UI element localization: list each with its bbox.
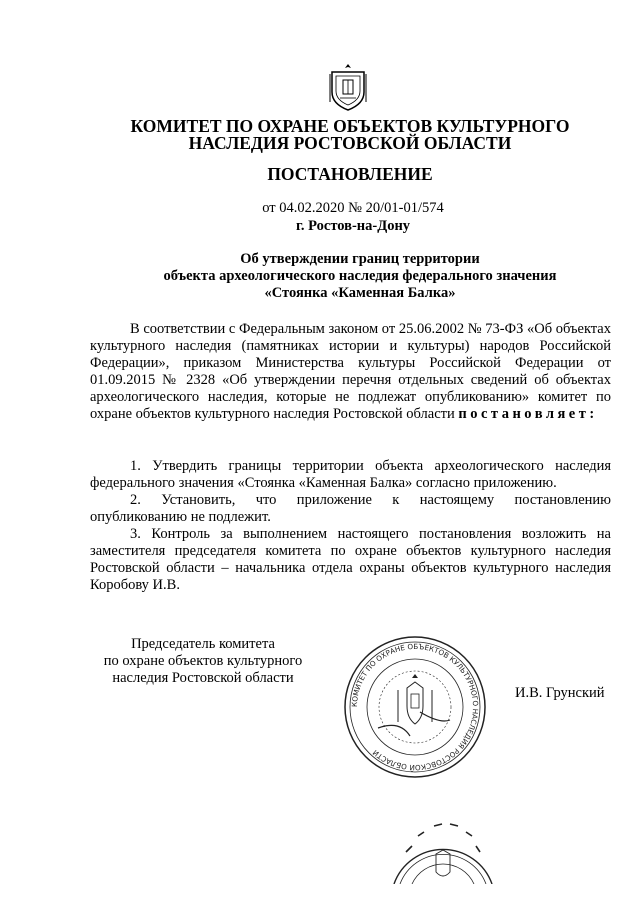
resolution-item-2: 2. Установить, что приложение к настоящему постановлению опубликованию не подлежит. — [90, 492, 611, 525]
subject-line1: Об утверждении границ территории — [240, 251, 480, 267]
signer-title-line1: Председатель комитета — [131, 636, 275, 652]
signer-title-line2: по охране объектов культурного — [103, 653, 303, 669]
resolution-items — [90, 458, 611, 594]
resolution-item-1: 1. Утвердить границы территории объекта археологического наследия федерального значения «Стоянка «Каменная Балка» согласно приложению. — [90, 458, 611, 491]
coat-of-arms-icon — [328, 62, 368, 112]
organization-title-line2: НАСЛЕДИЯ РОСТОВСКОЙ ОБЛАСТИ — [188, 133, 512, 153]
seal-text: КОМИТЕТ ПО ОХРАНЕ ОБЪЕКТОВ КУЛЬТУРНОГО НАСЛЕДИЯ РОСТОВСКОЙ ОБЛАСТИ — [349, 641, 481, 773]
document-subject — [120, 251, 600, 302]
official-seal-partial-icon — [388, 792, 498, 884]
organization-title — [100, 118, 600, 152]
preamble-verb: постановляет: — [458, 406, 598, 422]
subject-line2: объекта археологического наследия федерального значения — [163, 268, 557, 284]
signer-name: И.В. Грунский — [515, 685, 605, 701]
official-seal-icon — [340, 632, 490, 782]
document-type: ПОСТАНОВЛЕНИЕ — [267, 164, 433, 184]
signer-title-line3: наследия Ростовской области — [112, 670, 294, 686]
preamble — [90, 321, 611, 423]
subject-line3: «Стоянка «Каменная Балка» — [264, 285, 456, 301]
document-city: г. Ростов-на-Дону — [295, 218, 411, 234]
preamble-text: В соответствии с Федеральным законом от 25.06.2002 № 73-ФЗ «Об объектах культурного наследия (памятниках истории и культуры) народов Российской Федерации», приказом Министерства культуры Российской Федерации от 01.09.2015 № 2328 «Об утверждении перечня отдельных сведений об объектах археологического наследия, которые не подлежат опубликованию» комитет по охране объектов культурного наследия Ростовской области — [90, 321, 611, 422]
organization-title-line1: КОМИТЕТ ПО ОХРАНЕ ОБЪЕКТОВ КУЛЬТУРНОГО — [130, 116, 570, 136]
resolution-item-3: 3. Контроль за выполнением настоящего постановления возложить на заместителя председателя комитета по охране объектов культурного наследия Ростовской области – начальника отдела охраны объектов культурного наследия Коробову И.В. — [90, 526, 611, 593]
document-date-number: от 04.02.2020 № 20/01-01/574 — [262, 200, 444, 216]
signer-title — [88, 636, 318, 687]
